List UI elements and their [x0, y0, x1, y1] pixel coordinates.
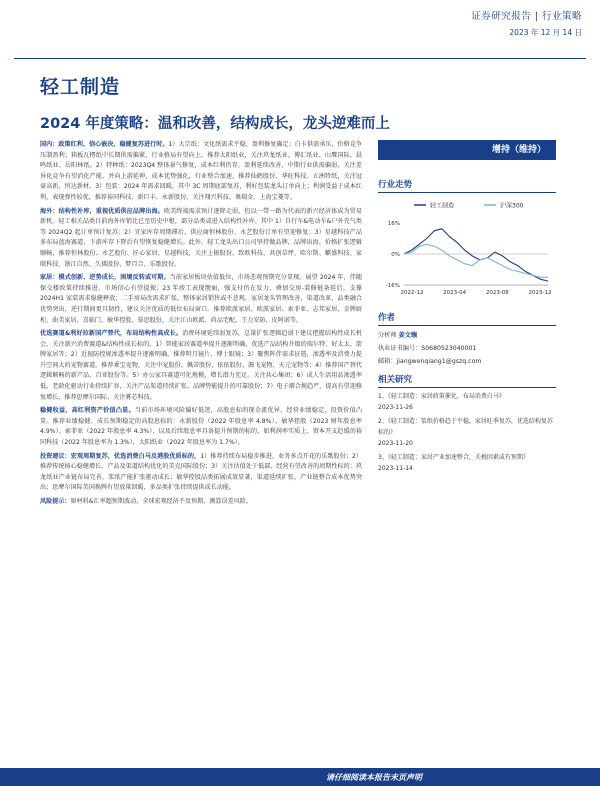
- body-paragraph: [40, 452, 362, 494]
- trend-chart-svg: [378, 197, 556, 301]
- y-tick-label: -16%: [385, 283, 400, 289]
- report-header: [471, 8, 582, 38]
- body-paragraph: [40, 497, 362, 508]
- paragraph-text: 当前市场环境风险偏好低迷，高股息标的现金流优异、经营业绩稳定，投资价值凸显。推荐业绩稳健、成长预期稳定的高股息标的：永新股份（2022 年股息率 4.8%）、敏华控股（2023 财年股息率 4.9%）、索菲亚（2022 年股息率 4.3%），以及后续股息率具备提升预期的标的，如利润率实质上、资本开支趋缓的裕同科技（2022 年股息率为 1.3%），太阳纸业（2022 年股息率为 1.7%）。: [40, 407, 363, 447]
- paragraph-lead: 海外：结构性补库，重视优质供应品牌出海。: [40, 207, 164, 215]
- related-section-title: 相关研究: [378, 373, 556, 388]
- report-date: 2023 年 12 月 14 日: [509, 28, 582, 37]
- x-tick-label: 2022-12: [400, 290, 424, 296]
- paragraph-lead: 风险提示：: [40, 498, 71, 505]
- paragraph-lead: 优选赛道&利好拉新国产替代，布局结构性高成长。: [40, 330, 183, 338]
- analyst-email[interactable]: 邮箱：jiangwenqiang1@gszq.com: [378, 358, 482, 365]
- related-item[interactable]: 3、《轻工制造：家居产业加速整合，关税因素或有预期》: [378, 454, 529, 461]
- analyst-license: 执业证书编号：S0680523040001: [378, 345, 477, 352]
- paragraph-lead: 稳健收益，高红利资产价值凸显。: [40, 407, 135, 415]
- x-tick-label: 2023-08: [485, 290, 509, 296]
- related-item[interactable]: 1、《轻工制造：家居政策催化，布局消费白马》: [378, 393, 505, 400]
- related-item-date: 2023-11-14: [378, 465, 413, 472]
- body-paragraph: [40, 140, 362, 204]
- legend-label: 轻工制造: [430, 202, 455, 210]
- paragraph-text: 1）大宗纸：文化纸需求平稳，盈利修复确定；白卡供需承压，价格竞争压制盈利；箱板瓦楞纸中长期供需偏紧，行业格局有望向上。推荐太阳纸业，关注玖龙纸业、博汇纸业、山鹰国际、晨鸣纸业、岳阳林纸。2）特种纸：2023Q4 整体景气修复，成本红利仍存，盈利延续改善，中期行业供需偏弱，关注差异化竞争有望消化产能，并向上游延伸，成本优势强化，行业整合加速，推荐仙鹤股份、华旺科技、五洲特纸，关注冠豪高新、恒达新材。3）包装：2024 年需求回暖，其中 3C 周期底部复苏，利好包装龙头订单向上；利润受益于成本红利，表现弹性较优，推荐裕同科技、新巨丰、永新股份，关注翔兴科技、奥瑞金、上海宝菱等。: [40, 141, 362, 201]
- paragraph-text: 消费环境延续弱复苏，总量扩张逻辑趋弱下建议把握结构性成长机会，关注新兴消费赛道&结构性成长标的。1）智能家居赛道率提升逐渐明确，优选产品结构升级的瑞尔特、好太太、箭牌家居等；2）近视防控规渗透率提升逐渐明确，推荐明月镜片、博士眼镜；3）聚焦阵伴需求征遣，渗透率及消费力提升空间大的宠物赛道，推荐乖宝宠物，关注中宠股份、佩蒂股份、依依股份、源飞宠物、天元宠物等；4）推荐国产替代逻辑顺畅的新产品、百亚股份等。5）办公家具赛道可化规模，增长潜力充足。关注共心集团；6）成人生活用品渗透率低，老龄化驱动行业持续扩容，关注产品渠道持续扩张、品牌势能提升的可靠股份；7）电子烟合规趋严，提高有望迎修复增长，推荐思摩尔国际、关注雾芯科技。: [40, 330, 362, 401]
- paragraph-lead: 家居：模式创新、逆势成长，困境反转或可期。: [40, 274, 170, 282]
- paragraph-text: 欧美终端需求预计逐降走弱，但以一带一路为代表的新兴经济体成为贸易新机。轻工相关品类目前海外库销比已至历史中枢，部分品类或进入结构性补库。其中 1）自行车&电动车&户外充气类等 2024Q2 起订单预计复苏；2）宜家库存周期滞后，供应商恒林股份、永艺股份订单有望迎修复；3）星越科技产品多布局蓝海赛道，下游库存下降后有望恢复稳健增长。此外，轻工龙头出口公司坚持做品牌，品牌出海、价格扩张逻辑顺畅，推荐恒林股份、永艺股份、匠心家居、星越科技，关注上振股份、致欧科技、共创草坪、哈尔斯、麒盛科技、家联科技、浙江自然、久祺股份、梦百合、乐歌股份。: [40, 207, 363, 268]
- legend-label: 沪深300: [500, 202, 524, 210]
- related-list: [378, 391, 556, 474]
- body-column: [40, 140, 362, 511]
- body-paragraph: [40, 273, 362, 326]
- x-tick-label: 2023-12: [528, 290, 552, 296]
- header-divider: [14, 58, 586, 59]
- report-category: 证券研究报告 | 行业策略: [471, 11, 582, 22]
- paragraph-text: 当前家居板块估值低位，市场悲观预期充分显现。展望 2024 年，伴随保交楼政策持续推进，市场信心有望提振；23 年竣工表现靓丽，强支付仍在发力，叠加交房-装修链条延后，支撑 2024H1 家装需求稳健释放；二手房局改需求扩张，整体家居销售或不悲观。家居龙头管理改善，渠道改革，品类融合优势突出，逆行期间更具韧性，建议关注优质的低位布局窗口。推荐欧派家居、欧派家居、索菲亚、志邦家居、金牌厨柜、曲美家居、喜临门、敏华控股、慕思股份，关注江山欧派、尚品宅配、王力安防、皮阿诺等。: [40, 274, 362, 324]
- y-tick-label: 16%: [387, 221, 400, 227]
- related-item[interactable]: 2、《轻工制造：浆纸价格趋于平稳，家居旺季复苏，优选结构复苏标的》: [378, 418, 553, 436]
- rating-badge: 增持（维持）: [378, 140, 556, 160]
- body-paragraph: [40, 406, 362, 448]
- paragraph-text: 1）推荐持续布局稳步推进、业务多点开花的乐歌股份；2）推荐传统核心稳健增长、产品及渠道结构优化的美克国际股份；3）关注估值处于低部、经营有望改善的周期性标的：玖龙纸业产业链布局完善，浆纸产能扩张驱动成长；敏华控股品类拓展成效显著，渠道延续扩张，产业链整合成本优势突出；思摩尔国际美国换牌有望放量回暖，多品类扩张持续提供成长动能。: [40, 452, 362, 492]
- trend-chart: [378, 197, 556, 301]
- footer-bar: [0, 768, 600, 786]
- related-item-date: 2023-11-26: [378, 404, 413, 411]
- trend-section-title: 行业走势: [378, 178, 556, 193]
- body-paragraph: [40, 329, 362, 403]
- paragraph-lead: 投资建议：宏观周期复苏，优选消费白马及港股优质标的，: [40, 452, 201, 460]
- analyst-name-row: [378, 330, 556, 339]
- body-paragraph: [40, 207, 362, 271]
- sidebar: [378, 140, 556, 474]
- y-tick-label: 0%: [391, 252, 400, 258]
- analyst-name: 姜文镪: [398, 332, 418, 339]
- analyst-role: 分析师: [378, 332, 397, 339]
- authors-section-title: 作者: [378, 311, 556, 326]
- industry-title: 轻工制造: [40, 76, 121, 98]
- related-item-date: 2023-11-20: [378, 440, 413, 447]
- footer-disclaimer: 请仔细阅读本报告末页声明: [326, 773, 422, 782]
- paragraph-text: 原材料&汇率超预期波动、全球宏观经济不及预期、测算误差风险。: [70, 498, 252, 505]
- report-headline: 2024 年度策略：温和改善，结构成长，龙头逆难而上: [40, 116, 390, 132]
- paragraph-lead: 国内：政策红利、信心嵌决，稳健复苏进行时。: [40, 141, 169, 148]
- x-tick-label: 2023-04: [443, 290, 467, 296]
